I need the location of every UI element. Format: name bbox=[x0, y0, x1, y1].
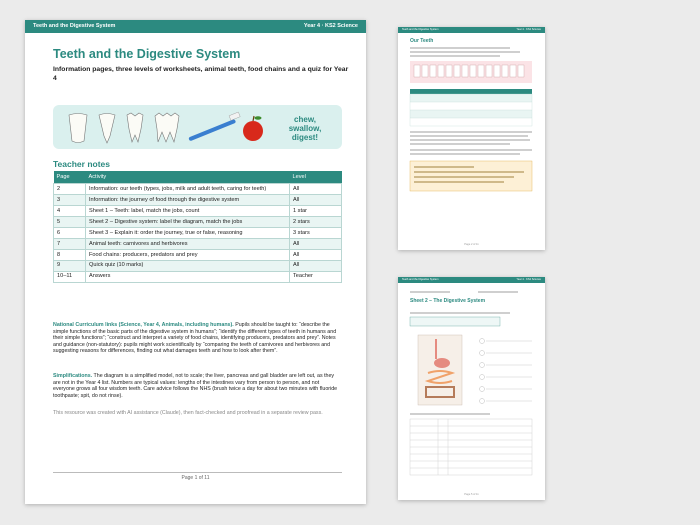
thumb-page-number: Page 5 of 11 bbox=[464, 493, 479, 496]
page-title: Teeth and the Digestive System bbox=[53, 47, 241, 61]
cell-page: 10–11 bbox=[54, 271, 86, 282]
banner bbox=[53, 105, 342, 149]
thumb-header-left: Teeth and the Digestive System bbox=[402, 278, 439, 281]
premolar-icon bbox=[127, 113, 143, 142]
simplifications-label: Simplifications. bbox=[53, 373, 93, 379]
slogan-line: chew, bbox=[294, 115, 316, 124]
thumb-header-right: Year 4 · KS2 Science bbox=[516, 28, 541, 31]
column-header: Activity bbox=[86, 171, 290, 184]
cell-activity: Sheet 3 – Explain it: order the journey, true or false, reasoning bbox=[86, 227, 290, 238]
cell-page: 5 bbox=[54, 216, 86, 227]
cell-activity: Sheet 2 – Digestive system: label the diagram, match the jobs bbox=[86, 216, 290, 227]
apple-icon bbox=[243, 116, 263, 141]
cell-level: All bbox=[290, 194, 342, 205]
ai-note: This resource was created with AI assistance (Claude), then fact-checked and proofread in a separate review pass. bbox=[53, 410, 323, 416]
cell-level: 1 star bbox=[290, 205, 342, 216]
cell-level: Teacher bbox=[290, 271, 342, 282]
slogan-line: swallow, bbox=[288, 124, 322, 133]
canine-icon bbox=[99, 114, 115, 144]
main-page-preview bbox=[25, 20, 366, 504]
cell-page: 6 bbox=[54, 227, 86, 238]
table-row bbox=[54, 205, 342, 216]
cell-activity: Sheet 1 – Teeth: label, match the jobs, count bbox=[86, 205, 290, 216]
table-row bbox=[54, 227, 342, 238]
cell-activity: Quick quiz (10 marks) bbox=[86, 260, 290, 271]
header-right: Year 4 · KS2 Science bbox=[303, 23, 358, 29]
cell-level: All bbox=[290, 249, 342, 260]
cell-page: 4 bbox=[54, 205, 86, 216]
header-left: Teeth and the Digestive System bbox=[33, 23, 116, 29]
nc-links-paragraph bbox=[53, 322, 342, 355]
cell-page: 7 bbox=[54, 238, 86, 249]
cell-page: 3 bbox=[54, 194, 86, 205]
table-row bbox=[54, 260, 342, 271]
cell-activity: Food chains: producers, predators and prey bbox=[86, 249, 290, 260]
cell-activity: Animal teeth: carnivores and herbivores bbox=[86, 238, 290, 249]
table-row bbox=[54, 194, 342, 205]
activities-table bbox=[53, 171, 342, 283]
toothbrush-icon bbox=[186, 112, 241, 141]
nc-links-label: National Curriculum links (Science, Year 4, Animals, including humans). bbox=[53, 322, 234, 328]
cell-level: 2 stars bbox=[290, 216, 342, 227]
table-row bbox=[54, 271, 342, 282]
incisor-icon bbox=[69, 114, 87, 143]
cell-page: 2 bbox=[54, 184, 86, 195]
thumb-header-right: Year 4 · KS2 Science bbox=[516, 278, 541, 281]
thumb-page-number: Page 2 of 11 bbox=[464, 243, 479, 246]
word-bank bbox=[410, 317, 500, 326]
teacher-notes-heading: Teacher notes bbox=[53, 159, 111, 169]
teeth-illustration bbox=[65, 111, 270, 145]
thumb-title: Sheet 2 – The Digestive System bbox=[410, 298, 486, 304]
cell-page: 8 bbox=[54, 249, 86, 260]
cell-level: All bbox=[290, 184, 342, 195]
body-diagram bbox=[418, 335, 462, 405]
page-header bbox=[25, 20, 366, 33]
page-thumbnail-digestive-system[interactable] bbox=[398, 277, 545, 500]
page-footer: Page 1 of 11 bbox=[181, 475, 210, 481]
table-row bbox=[54, 249, 342, 260]
column-header: Level bbox=[290, 171, 342, 184]
cell-activity: Information: our teeth (types, jobs, milk and adult teeth, caring for teeth) bbox=[86, 184, 290, 195]
table-row bbox=[54, 216, 342, 227]
column-header: Page bbox=[54, 171, 86, 184]
page-subtitle: Information pages, three levels of worksheets, animal teeth, food chains and a quiz for Year 4 bbox=[53, 66, 349, 82]
banner-slogan bbox=[275, 115, 335, 142]
table-header-row bbox=[54, 171, 342, 184]
thumb-title: Our Teeth bbox=[410, 38, 434, 44]
table-row bbox=[54, 238, 342, 249]
cell-activity: Information: the journey of food through the digestive system bbox=[86, 194, 290, 205]
cell-page: 9 bbox=[54, 260, 86, 271]
simplifications-text: The diagram is a simplified model, not to scale; the liver, pancreas and gall bladder are left out, as they are not in the Year 4 list. Numbers are typical values: lengths of the intestines vary from person to person, and not everyone grows all four wisdom teeth. Care advice follows the NHS (brush twice a day for about two minutes with fluoride toothpaste; spit, do not rinse). bbox=[53, 373, 338, 399]
thumb-header-left: Teeth and the Digestive System bbox=[402, 28, 439, 31]
footer-divider bbox=[53, 472, 342, 473]
simplifications-paragraph bbox=[53, 373, 342, 399]
cell-level: 3 stars bbox=[290, 227, 342, 238]
page-thumbnail-our-teeth[interactable] bbox=[398, 27, 545, 250]
cell-level: All bbox=[290, 260, 342, 271]
nc-links-text: Pupils should be taught to: “describe the simple functions of the basic parts of the digestive system in humans”; “identify the different types of teeth in humans and their simple functions”; “construct and interpret a variety of food chains, identifying producers, predators and prey”. Notes and guidance (non-statutory): pupils might work scientifically by “comparing the teeth of carnivores and herbivores and suggesting reasons for differences, finding out what damages teeth and how to look after them”. bbox=[53, 322, 337, 354]
thumb-digestive-content bbox=[398, 277, 545, 500]
molar-icon bbox=[155, 113, 179, 142]
thumb-our-teeth-content bbox=[398, 27, 545, 250]
slogan-line: digest! bbox=[291, 133, 319, 142]
table-row bbox=[54, 184, 342, 195]
cell-activity: Answers bbox=[86, 271, 290, 282]
cell-level: All bbox=[290, 238, 342, 249]
